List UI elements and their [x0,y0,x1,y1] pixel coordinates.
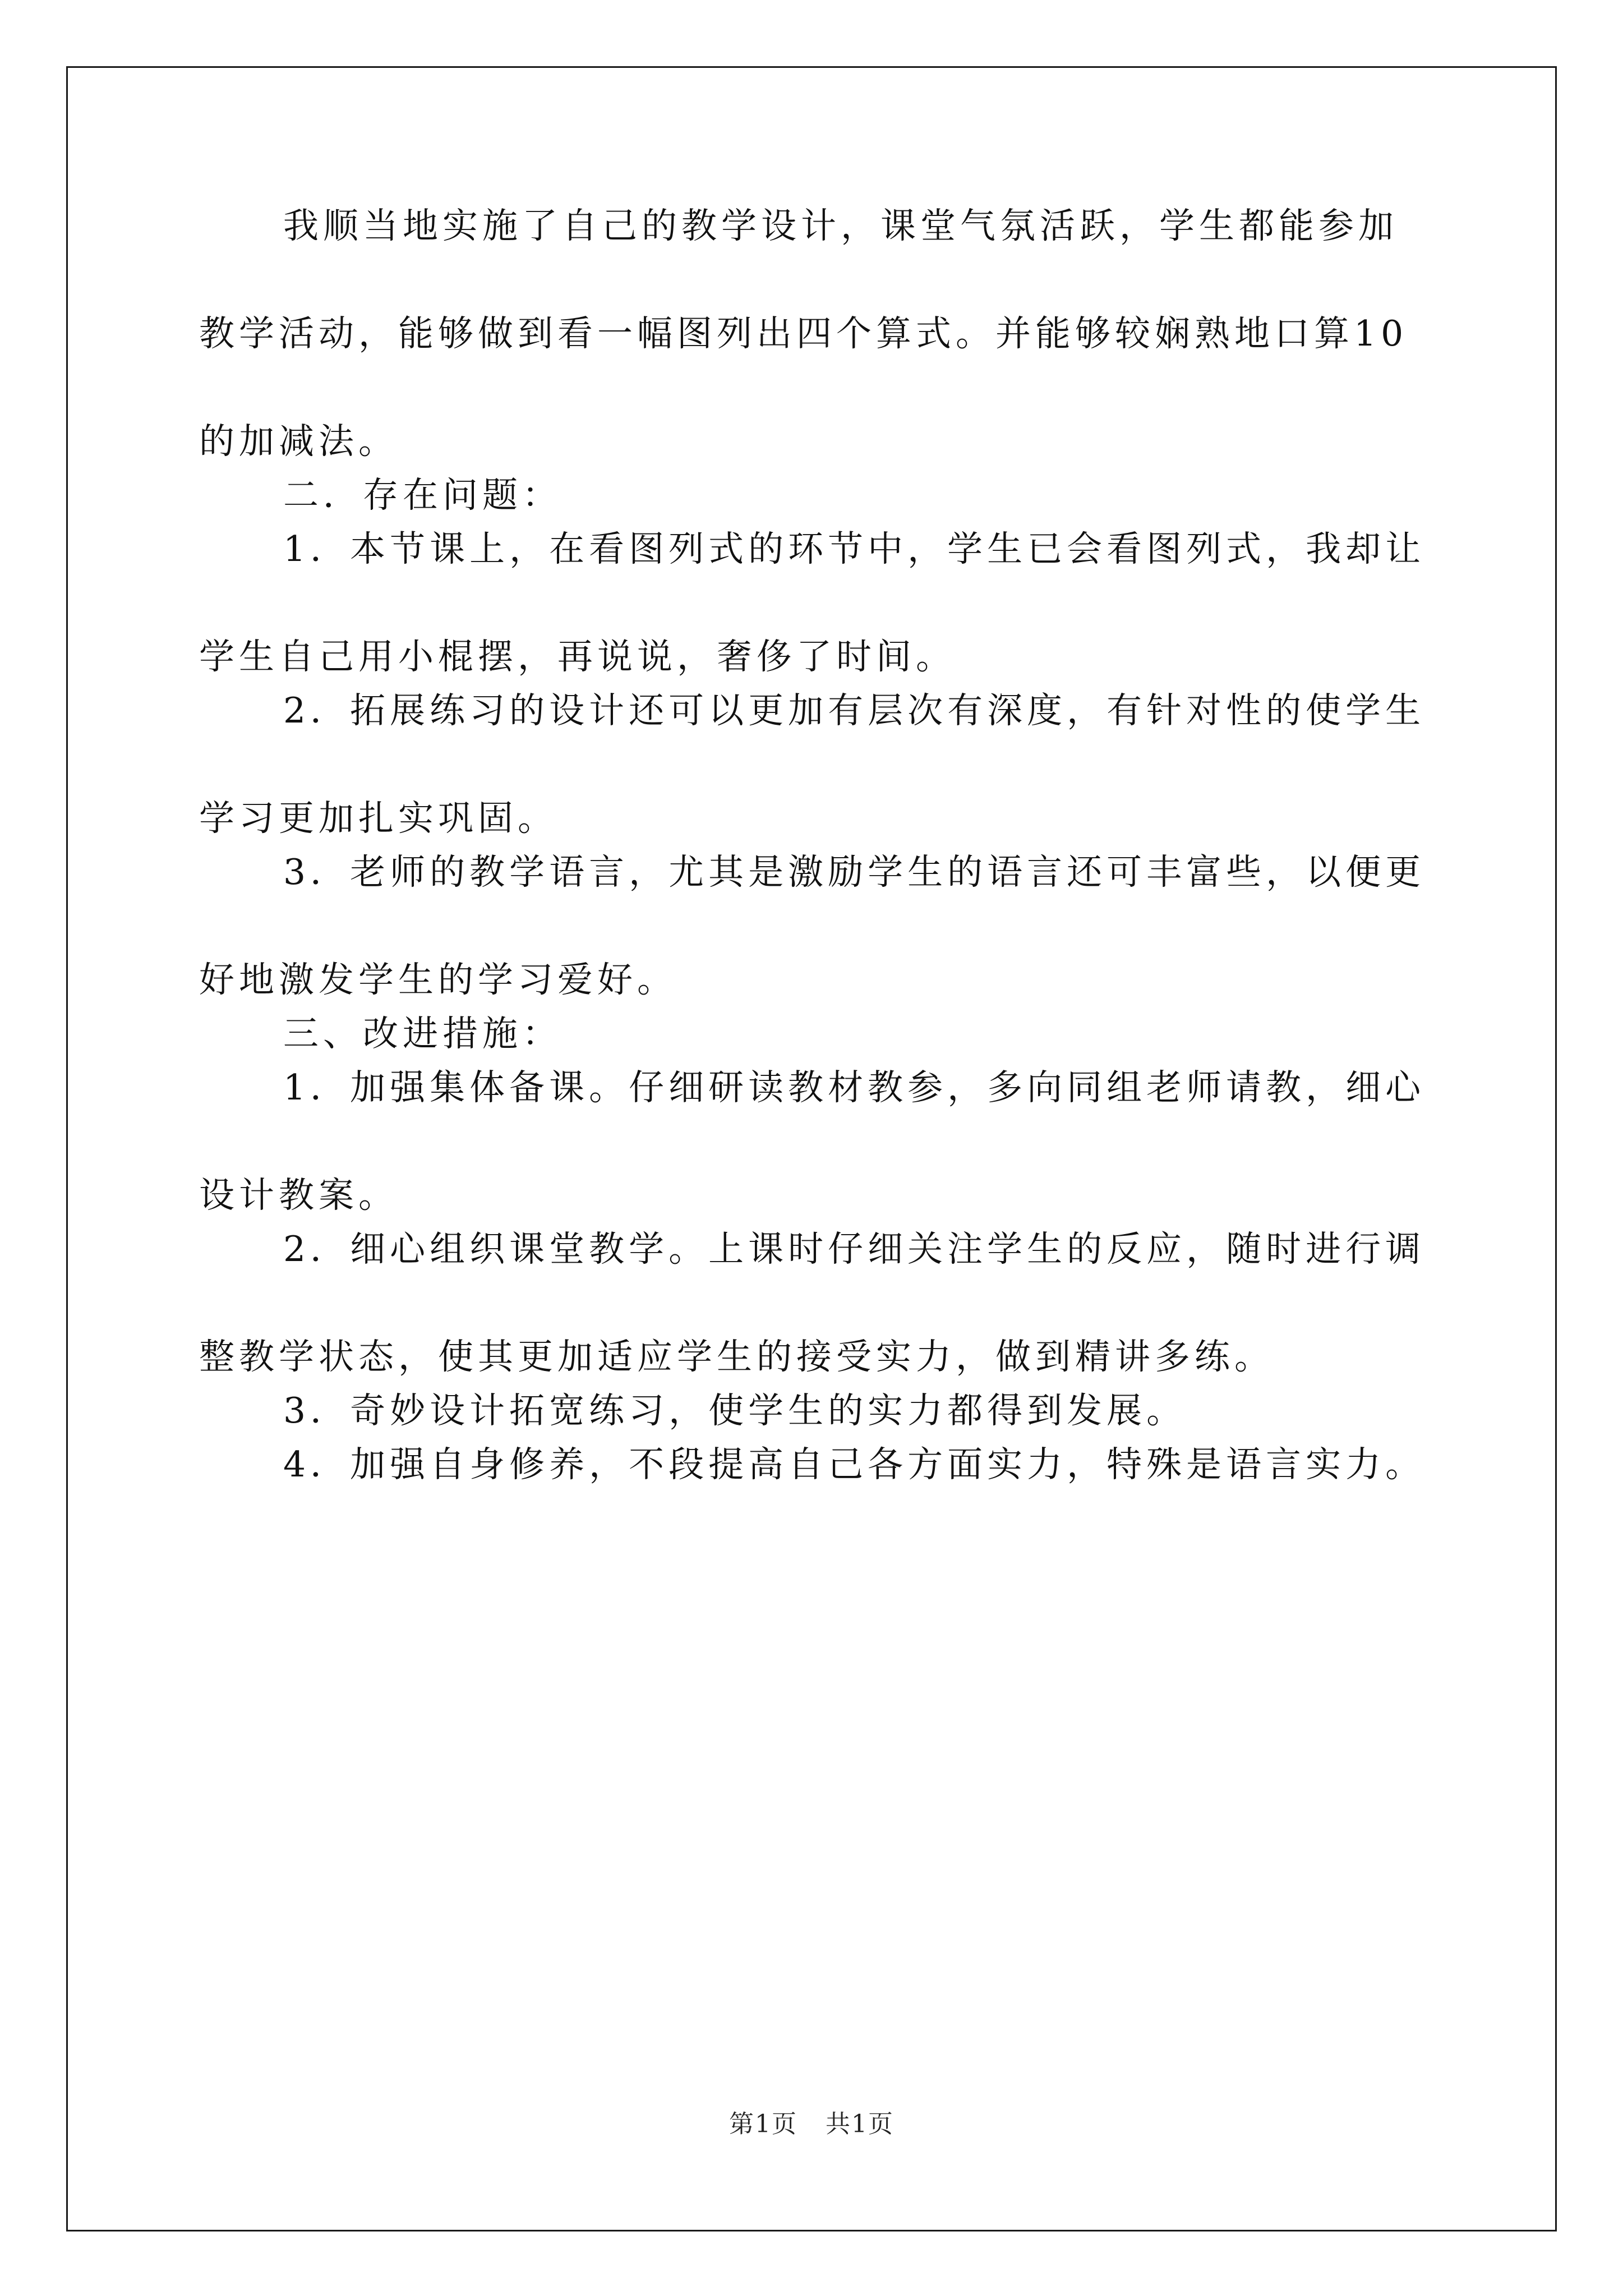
text-line: 教学活动，能够做到看一幅图列出四个算式。并能够较娴熟地口算10 [199,313,1408,354]
text-line: 我顺当地实施了自己的教学设计，课堂气氛活跃，学生都能参加 [283,205,1398,246]
text-line: 三、改进措施： [283,1013,562,1054]
text-line: 设计教案。 [199,1175,398,1216]
text-line: 的加减法。 [199,421,398,462]
paragraph [199,684,1436,845]
text-line: 学习更加扎实巩固。 [199,798,557,839]
text-line: 好地激发学生的学习爱好。 [199,959,677,1000]
text-line: 二．存在问题： [283,475,562,516]
text-line: 整教学状态，使其更加适应学生的接受实力，做到精讲多练。 [199,1336,1274,1377]
section-heading [199,1007,1436,1061]
paragraph [199,1222,1436,1384]
section-heading [199,468,1436,522]
text-line: 4．加强自身修养，不段提高自己各方面实力，特殊是语言实力。 [283,1444,1426,1485]
text-line: 1．本节课上，在看图列式的环节中，学生已会看图列式，我却让 [283,528,1426,569]
paragraph [199,1438,1436,1492]
paragraph [199,522,1436,684]
text-line: 学生自己用小棍摆，再说说，奢侈了时间。 [199,636,956,677]
page-number: 第1页 [729,2110,797,2138]
text-line: 1．加强集体备课。仔细研读教材教参，多向同组老师请教，细心 [283,1067,1426,1108]
paragraph [199,1061,1436,1222]
text-line: 2．拓展练习的设计还可以更加有层次有深度，有针对性的使学生 [283,690,1426,731]
paragraph [199,1384,1436,1438]
text-line: 3．奇妙设计拓宽练习，使学生的实力都得到发展。 [283,1390,1187,1431]
paragraph [199,845,1436,1007]
text-line: 2．细心组织课堂教学。上课时仔细关注学生的反应，随时进行调 [283,1228,1426,1269]
paragraph [199,199,1436,468]
document-body [199,199,1436,1492]
text-line: 3．老师的教学语言，尤其是激励学生的语言还可丰富些，以便更 [283,852,1426,892]
page-total: 共1页 [826,2110,894,2138]
page-footer [0,2104,1623,2139]
